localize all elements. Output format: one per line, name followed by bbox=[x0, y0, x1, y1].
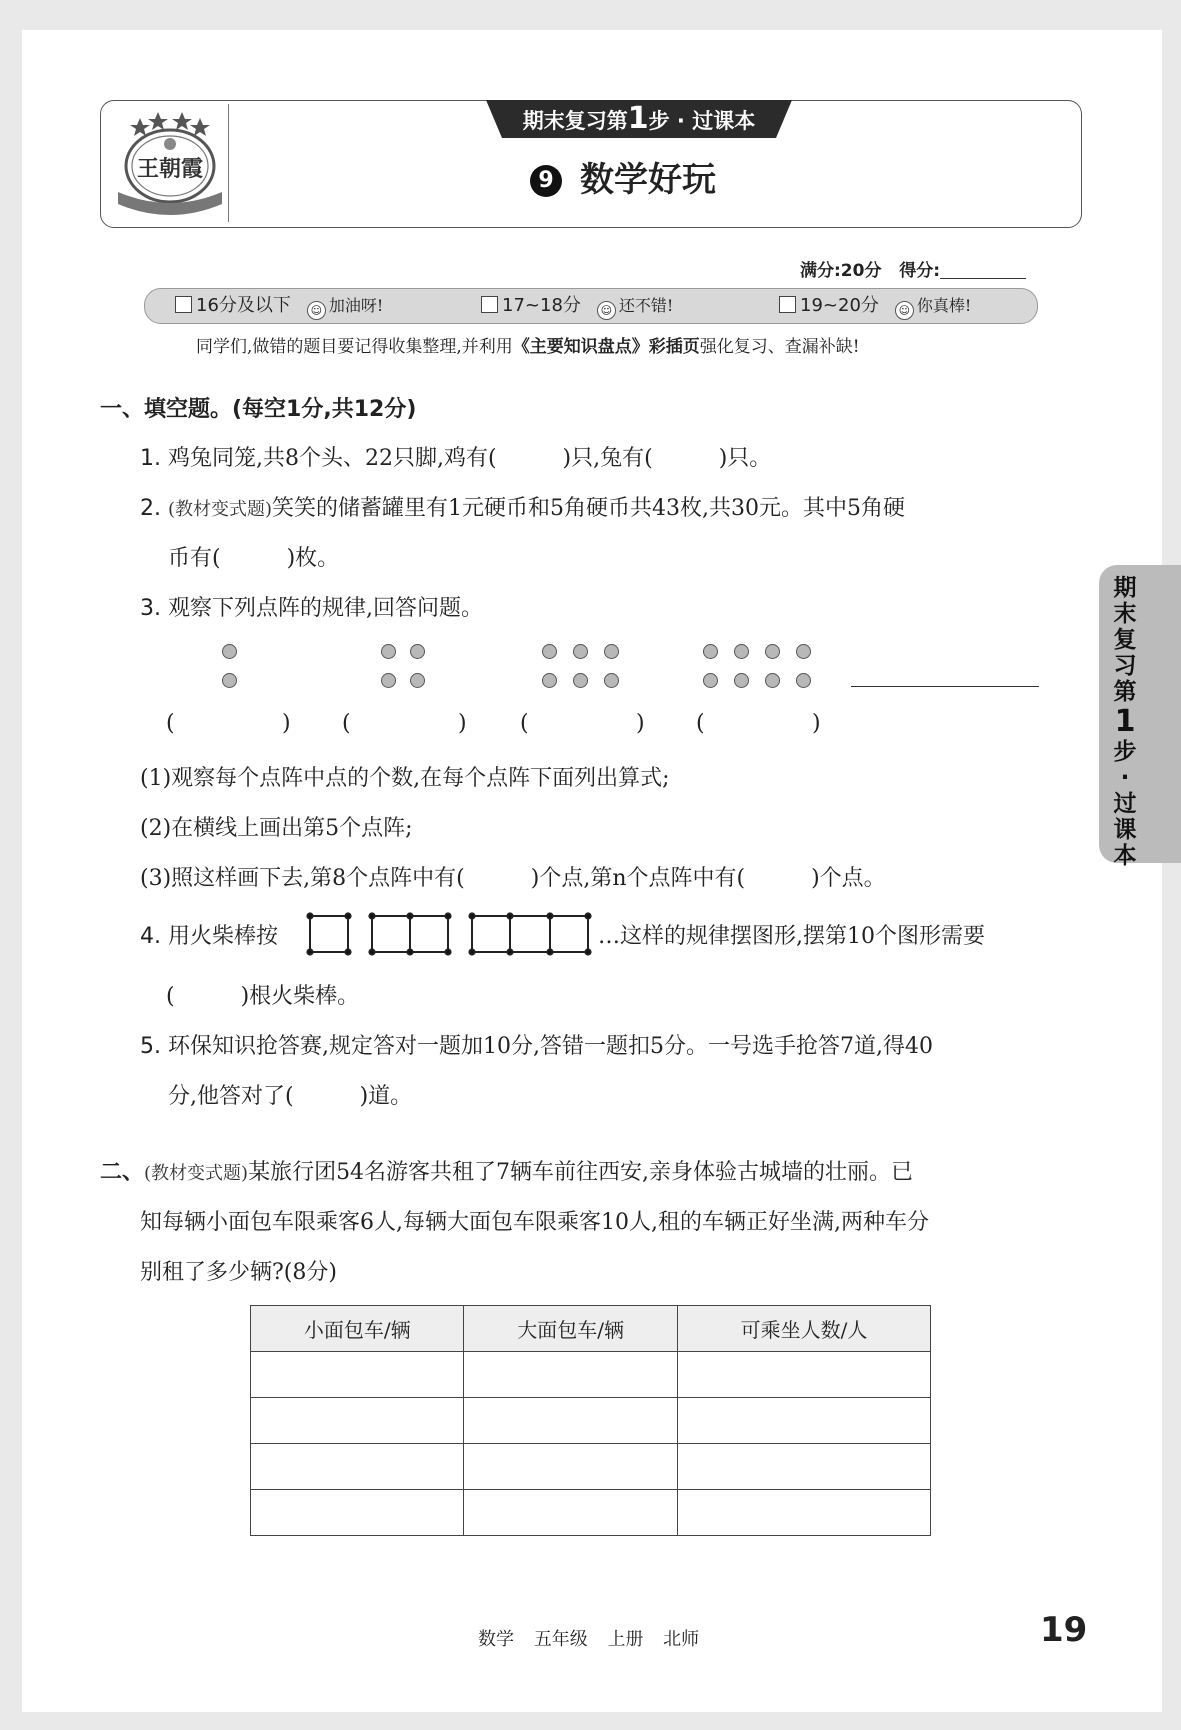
checkbox[interactable] bbox=[481, 296, 498, 313]
question-5-line2: 分,他答对了( )道。 bbox=[168, 1084, 413, 1109]
checkbox[interactable] bbox=[779, 296, 796, 313]
section1-heading: 一、填空题。(每空1分,共12分) bbox=[100, 397, 417, 422]
question-5 bbox=[140, 1029, 933, 1060]
table-header: 小面包车/辆 bbox=[251, 1306, 464, 1352]
notice-part1: 同学们,做错的题目要记得收集整理,并利用 bbox=[196, 337, 513, 357]
notice-bold: 《主要知识盘点》彩插页 bbox=[512, 337, 700, 357]
notice-part2: 强化复习、查漏补缺! bbox=[699, 337, 860, 357]
dot bbox=[734, 644, 749, 659]
table-cell[interactable] bbox=[677, 1398, 930, 1444]
checkbox[interactable] bbox=[175, 296, 192, 313]
answer-paren-close: ) bbox=[812, 711, 821, 736]
table-cell[interactable] bbox=[251, 1398, 464, 1444]
answer-paren-open: ( bbox=[696, 711, 705, 736]
table-cell[interactable] bbox=[677, 1490, 930, 1536]
rating-item-mid bbox=[481, 289, 673, 323]
title-text: 数学好玩 bbox=[580, 160, 716, 200]
rating-item-high bbox=[779, 289, 971, 323]
dot bbox=[542, 673, 557, 688]
question-tag: (教材变式题) bbox=[168, 499, 273, 520]
dot bbox=[573, 673, 588, 688]
footer-text: 数学 五年级 上册 北师 bbox=[478, 1629, 700, 1650]
rating-bar bbox=[144, 288, 1038, 324]
question-text: 笑笑的储蓄罐里有1元硬币和5角硬币共43枚,共30元。其中5角硬 bbox=[272, 496, 906, 521]
answer-paren-open: ( bbox=[166, 711, 175, 736]
question-3-sub3: (3)照这样画下去,第8个点阵中有( )个点,第n个点阵中有( )个点。 bbox=[140, 866, 886, 891]
answer-table bbox=[250, 1305, 931, 1536]
question-text: 观察下列点阵的规律,回答问题。 bbox=[168, 596, 483, 621]
answer-paren-open: ( bbox=[342, 711, 351, 736]
step-suffix: 步 · 过课本 bbox=[648, 109, 756, 133]
rating-item-low bbox=[175, 289, 383, 323]
page-title bbox=[530, 152, 716, 201]
face-icon: ☺ bbox=[895, 301, 914, 320]
table-cell[interactable] bbox=[251, 1490, 464, 1536]
logo-divider bbox=[228, 104, 229, 222]
score-line bbox=[800, 256, 1026, 281]
table-row bbox=[251, 1352, 931, 1398]
question-number: 1. bbox=[140, 446, 161, 471]
unit-number-badge: 9 bbox=[530, 165, 562, 197]
face-icon: ☺ bbox=[597, 301, 616, 320]
answer-paren-open: ( bbox=[520, 711, 529, 736]
dot bbox=[222, 673, 237, 688]
rating-comment: 还不错! bbox=[618, 296, 674, 315]
side-tab-number: 1 bbox=[1114, 704, 1136, 739]
score-blank[interactable] bbox=[940, 260, 1026, 279]
table-header: 可乘坐人数/人 bbox=[677, 1306, 930, 1352]
table-cell[interactable] bbox=[464, 1398, 677, 1444]
matchstick-figures bbox=[306, 910, 596, 956]
side-tab-suffix: 步·过课本 bbox=[1113, 739, 1137, 869]
question-3-sub1: (1)观察每个点阵中点的个数,在每个点阵下面列出算式; bbox=[140, 766, 670, 791]
answer-line[interactable] bbox=[851, 686, 1039, 687]
table-cell[interactable] bbox=[677, 1352, 930, 1398]
table-header-row bbox=[251, 1306, 931, 1352]
dot bbox=[703, 673, 718, 688]
got-score-label: 得分: bbox=[899, 261, 941, 281]
table-cell[interactable] bbox=[677, 1444, 930, 1490]
table-row bbox=[251, 1398, 931, 1444]
dot bbox=[765, 644, 780, 659]
dot bbox=[796, 673, 811, 688]
page-number: 19 bbox=[1040, 1610, 1088, 1650]
question-3 bbox=[140, 591, 483, 622]
dot bbox=[222, 644, 237, 659]
notice-text bbox=[196, 332, 860, 357]
side-tab-label bbox=[1102, 575, 1148, 869]
question-4 bbox=[140, 919, 278, 950]
rating-range: 17~18分 bbox=[502, 295, 581, 316]
step-label bbox=[486, 100, 792, 138]
section2-line2: 知每辆小面包车限乘客6人,每辆大面包车限乘客10人,租的车辆正好坐满,两种车分 bbox=[140, 1210, 929, 1235]
step-number: 1 bbox=[627, 101, 649, 136]
table-cell[interactable] bbox=[464, 1490, 677, 1536]
full-score-label: 满分:20分 bbox=[800, 261, 882, 281]
table-header: 大面包车/辆 bbox=[464, 1306, 677, 1352]
dot bbox=[703, 644, 718, 659]
table-cell[interactable] bbox=[251, 1352, 464, 1398]
dot bbox=[410, 644, 425, 659]
question-number: 2. bbox=[140, 496, 161, 521]
publisher-logo bbox=[110, 104, 230, 222]
table-cell[interactable] bbox=[464, 1444, 677, 1490]
section2-line3: 别租了多少辆?(8分) bbox=[140, 1260, 337, 1285]
dot bbox=[734, 673, 749, 688]
svg-text:王朝霞: 王朝霞 bbox=[136, 156, 204, 182]
question-number: 3. bbox=[140, 596, 161, 621]
question-number: 5. bbox=[140, 1034, 161, 1059]
rating-comment: 你真棒! bbox=[916, 296, 972, 315]
question-4-line2: ( )根火柴棒。 bbox=[166, 984, 360, 1009]
side-tab-prefix: 期末复习第 bbox=[1113, 575, 1137, 705]
rating-range: 16分及以下 bbox=[196, 295, 291, 316]
question-text: 某旅行团54名游客共租了7辆车前往西安,亲身体验古城墙的壮丽。已 bbox=[248, 1160, 914, 1185]
section2-line1 bbox=[100, 1155, 913, 1186]
table-row bbox=[251, 1444, 931, 1490]
dot bbox=[604, 673, 619, 688]
dot bbox=[381, 644, 396, 659]
dot bbox=[542, 644, 557, 659]
question-text: 鸡兔同笼,共8个头、22只脚,鸡有( )只,兔有( )只。 bbox=[168, 446, 772, 471]
question-1 bbox=[140, 441, 771, 472]
answer-paren-close: ) bbox=[458, 711, 467, 736]
face-icon: ☺ bbox=[307, 301, 326, 320]
question-4-cont: …这样的规律摆图形,摆第10个图形需要 bbox=[598, 924, 985, 949]
rating-comment: 加油呀! bbox=[328, 296, 384, 315]
table-row bbox=[251, 1490, 931, 1536]
dot bbox=[573, 644, 588, 659]
question-text: 用火柴棒按 bbox=[168, 924, 279, 949]
table-cell[interactable] bbox=[464, 1352, 677, 1398]
question-text: 环保知识抢答赛,规定答对一题加10分,答错一题扣5分。一号选手抢答7道,得40 bbox=[168, 1034, 933, 1059]
dot bbox=[604, 644, 619, 659]
table-cell[interactable] bbox=[251, 1444, 464, 1490]
answer-paren-close: ) bbox=[282, 711, 291, 736]
question-3-sub2: (2)在横线上画出第5个点阵; bbox=[140, 816, 413, 841]
question-number: 4. bbox=[140, 924, 161, 949]
dot bbox=[796, 644, 811, 659]
question-tag: (教材变式题) bbox=[144, 1163, 249, 1184]
answer-paren-close: ) bbox=[636, 711, 645, 736]
section2-prefix: 二、 bbox=[100, 1160, 145, 1185]
rating-range: 19~20分 bbox=[800, 295, 879, 316]
question-2-line2: 币有( )枚。 bbox=[168, 546, 340, 571]
step-prefix: 期末复习第 bbox=[522, 109, 628, 133]
dot bbox=[381, 673, 396, 688]
dot bbox=[410, 673, 425, 688]
question-2 bbox=[140, 491, 905, 522]
dot bbox=[765, 673, 780, 688]
